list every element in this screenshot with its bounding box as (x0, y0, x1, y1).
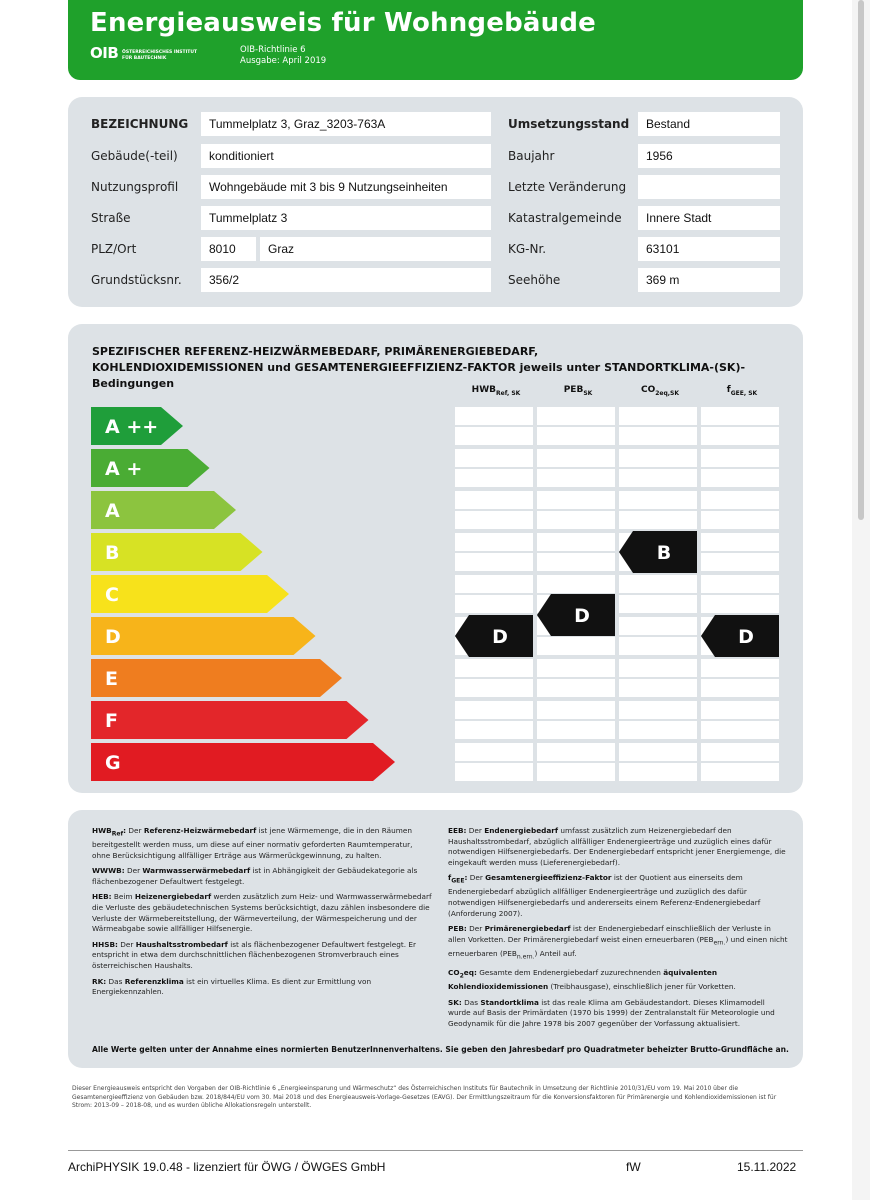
grid-cell (455, 449, 533, 467)
grid-cell (701, 743, 779, 761)
grid-cell (537, 449, 615, 467)
energy-class-label: E (105, 668, 118, 690)
grid-cell (537, 511, 615, 529)
grid-cell (619, 701, 697, 719)
grid-cell (455, 679, 533, 697)
grid-cell (619, 491, 697, 509)
grid-cell (619, 679, 697, 697)
oib-logo-subtitle: ÖSTERREICHISCHES INSTITUT FÜR BAUTECHNIK (122, 50, 198, 61)
explanation-left-4: RK: Das Referenzklima ist ein virtuelles Klima. Es dient zur Ermittlung von Energiekennzahlen. (92, 976, 372, 997)
energy-class-bar-G (91, 743, 395, 781)
grid-cell (619, 743, 697, 761)
grid-cell (537, 575, 615, 593)
grid-cell (455, 721, 533, 739)
grid-cell (455, 743, 533, 761)
grid-cell (701, 511, 779, 529)
explanation-right-1: $f_{GEE}$: Der Gesamtenergieeffizienz-Faktor ist der Quotient aus einerseits dem Endenergiebedarf abzüglich allfälliger Endenergieerträge und zuzüglich des dafür notwendigen Hilfsenergiebedarfs und andererseits einem Referenz-Endenergiebedarf (Anforderung 2007). (448, 873, 761, 918)
grid-cell (455, 427, 533, 445)
explanation-left-2: HEB: Beim Heizenergiebedarf werden zusätzlich zum Heiz- und Warmwasserwärmebedarf die Verluste des gebäudetechnischen Systems berücksichtigt, dazu zählen insbesondere die Verluste der Wärmebereitstellung, der Wärmeverteilung, der Wärmespeicherung und der Wärmeabgabe sowie allfälliger Hilfsenergie. (92, 892, 432, 934)
grid-cell (537, 491, 615, 509)
energy-class-label: F (105, 710, 118, 732)
grid-cell (619, 595, 697, 613)
chart-title-line-1: SPEZIFISCHER REFERENZ-HEIZWÄRMEBEDARF, PRIMÄRENERGIEBEDARF, (92, 345, 539, 358)
field-bezeichnung: Tummelplatz 3, Graz_3203-763A (201, 112, 491, 136)
footer-code: fW (626, 1160, 641, 1174)
grid-cell (701, 679, 779, 697)
grid-cell (537, 533, 615, 551)
grid-cell (455, 553, 533, 571)
grid-cell (701, 469, 779, 487)
rating-marker-label: B (656, 542, 672, 564)
grid-cell (537, 701, 615, 719)
energy-class-label: G (105, 752, 121, 774)
grid-cell (537, 743, 615, 761)
grid-cell (455, 763, 533, 781)
field-katastralgemeinde: Innere Stadt (638, 206, 780, 230)
explanation-left-0: $HWB_{Ref}$: Der Referenz-Heizwärmebedarf ist jene Wärmemenge, die in den Räumen bereitgestellt werden muss, um diese auf einer normativ geforderten Raumtemperatur, ohne Berücksichtigung allfälliger Erträge aus Wärmerückgewinnung, zu halten. (92, 826, 413, 860)
grid-cell (455, 595, 533, 613)
explanations-right-column (448, 826, 788, 1034)
grid-cell (701, 575, 779, 593)
grid-cell (619, 407, 697, 425)
grid-cell (537, 763, 615, 781)
grid-cell (701, 595, 779, 613)
energy-class-label: A + (105, 458, 143, 480)
explanation-right-4: SK: Das Standortklima ist das reale Klima am Gebäudestandort. Dieses Klimamodell wurde auf Basis der Primärdaten (1970 bis 1999) der Zentralanstalt für Meteorologie und Geodynamik für die Jahre 1978 bis 2007 gegenüber der Vorfassung aktualisiert. (448, 997, 775, 1028)
grid-cell (455, 533, 533, 551)
grid-cell (701, 763, 779, 781)
field-ort: Graz (260, 237, 491, 261)
column-header-fgee-name: f (726, 385, 731, 395)
field-seehoehe: 369 m (638, 268, 780, 292)
rating-marker-label: D (574, 605, 590, 627)
grid-cell (701, 407, 779, 425)
field-letzte-veraenderung (638, 175, 780, 199)
label-plz-ort: PLZ/Ort (91, 242, 137, 256)
guideline-name: OIB-Richtlinie 6 (240, 45, 306, 55)
grid-cell (701, 721, 779, 739)
grid-cell (619, 511, 697, 529)
grid-cell (619, 427, 697, 445)
label-katastralgemeinde: Katastralgemeinde (508, 211, 622, 225)
explanation-left-3: HHSB: Der Haushaltsstrombedarf ist als flächenbezogener Defaultwert festgelegt. Er entspricht in etwa dem durchschnittlichen flächenbezogenen Stromverbrauch eines österreichischen Haushalts. (92, 939, 417, 970)
label-grundstuecksnr: Grundstücksnr. (91, 273, 182, 287)
label-nutzungsprofil: Nutzungsprofil (91, 180, 179, 194)
grid-cell (701, 449, 779, 467)
column-header-co2-sub: 2eq,SK (655, 389, 680, 397)
explanation-left-1: WWWB: Der Warmwasserwärmebedarf ist in Abhängigkeit der Gebäudekategorie als flächenbezogener Defaultwert festgelegt. (92, 866, 418, 886)
grid-cell (701, 659, 779, 677)
grid-cell (619, 617, 697, 635)
field-baujahr: 1956 (638, 144, 780, 168)
label-strasse: Straße (91, 211, 131, 225)
field-nutzungsprofil: Wohngebäude mit 3 bis 9 Nutzungseinheiten (201, 175, 491, 199)
column-header-hwb-sub: Ref, SK (496, 389, 521, 397)
identification-panel (68, 97, 803, 307)
footer-divider (68, 1150, 803, 1151)
field-kg-nr: 63101 (638, 237, 780, 261)
explanations-panel (68, 810, 803, 1068)
grid-cell (701, 701, 779, 719)
energy-class-bar-E (91, 659, 342, 697)
column-header-hwb-name: HWB (471, 385, 496, 395)
grid-cell (537, 553, 615, 571)
label-seehoehe: Seehöhe (508, 273, 561, 287)
grid-cell (701, 491, 779, 509)
grid-cell (455, 407, 533, 425)
label-baujahr: Baujahr (508, 149, 555, 163)
field-gebaeudeteil: konditioniert (201, 144, 491, 168)
document-title: Energieausweis für Wohngebäude (90, 8, 596, 38)
grid-cell (701, 553, 779, 571)
explanations-left-column (92, 826, 432, 1003)
label-umsetzungsstand: Umsetzungsstand (508, 117, 630, 131)
label-kg-nr: KG-Nr. (508, 242, 547, 256)
grid-cell (619, 659, 697, 677)
field-umsetzungsstand: Bestand (638, 112, 780, 136)
field-plz: 8010 (201, 237, 256, 261)
explanations-footnote: Alle Werte gelten unter der Annahme eines normierten BenutzerInnenverhaltens. Sie geben den Jahresbedarf pro Quadratmeter beheizter Brutto-Grundfläche an. (92, 1045, 789, 1054)
rating-marker-label: D (492, 626, 508, 648)
legal-fine-print: Dieser Energieausweis entspricht den Vorgaben der OIB-Richtlinie 6 „Energieeinsparung und Wärmeschutz“ des Österreichischen Instituts für Bautechnik in Umsetzung der Richtlinie 2010/31/EU vom 19. Mai 2010 über die Gesamtenergieeffizienz von Gebäuden bzw. 2018/844/EU vom 30. Mai 2018 und des Energieausweis-Vorlage-Gesetzes (EAVG). Der Ermittlungszeitraum für die Konversionsfaktoren für Primärenergie und Kohlendioxidemissionen ist für Strom: 2013-09 – 2018-08, und es wurden übliche Allokationsregeln unterstellt. (72, 1085, 777, 1109)
footer-software: ArchiPHYSIK 19.0.48 - lizenziert für ÖWG / ÖWGES GmbH (68, 1160, 386, 1174)
explanation-right-2: PEB: Der Primärenergiebedarf ist der Endenergiebedarf einschließlich der Verluste in allen Vorketten. Der Primärenergiebedarf weist einen erneuerbaren $(PEB_{ern.})$ und einen nicht erneuerbaren $(PEB_{n.ern.})$ Anteil auf. (448, 924, 788, 961)
grid-cell (455, 469, 533, 487)
energy-class-panel (68, 324, 803, 793)
column-header-peb-name: PEB (563, 385, 584, 395)
explanation-right-0: EEB: Der Endenergiebedarf umfasst zusätzlich zum Heizenergiebedarf den Haushaltsstrombedarf, abzüglich allfälliger Endenergieerträge und zuzüglich eines dafür notwendigen Hilfsenergiebedarfs. Der Endenergiebedarf entspricht jener Energiemenge, die eingekauft werden muss (Lieferenergiebedarf). (448, 826, 786, 867)
label-letzte-veraenderung: Letzte Veränderung (508, 180, 627, 194)
grid-cell (619, 469, 697, 487)
column-header-peb-sub: SK (583, 389, 593, 397)
guideline-info (240, 45, 326, 67)
grid-cell (537, 427, 615, 445)
energy-class-label: A (105, 500, 120, 522)
column-header-co2-name: CO (640, 385, 656, 395)
grid-cell (455, 575, 533, 593)
grid-cell (619, 763, 697, 781)
energy-class-bar-C (91, 575, 289, 613)
energy-class-label: D (105, 626, 121, 648)
explanation-right-3: $CO_2eq$: Gesamte dem Endenergiebedarf zuzurechnenden äquivalenten Kohlendioxidemissionen (Treibhausgase), einschließlich jener für Vorketten. (448, 967, 736, 991)
guideline-edition: Ausgabe: April 2019 (240, 56, 327, 66)
grid-cell (619, 449, 697, 467)
column-header-fgee-sub: GEE, SK (730, 389, 758, 397)
grid-cell (455, 511, 533, 529)
grid-cell (537, 637, 615, 655)
grid-cell (537, 407, 615, 425)
grid-cell (537, 721, 615, 739)
energy-class-bar-F (91, 701, 369, 739)
grid-cell (537, 679, 615, 697)
energy-class-bar-D (91, 617, 316, 655)
grid-cell (619, 575, 697, 593)
scrollbar-thumb[interactable] (858, 0, 864, 520)
grid-cell (455, 659, 533, 677)
header-banner (68, 0, 803, 80)
scrollbar-track[interactable] (852, 0, 870, 1200)
label-bezeichnung: BEZEICHNUNG (91, 117, 189, 131)
grid-cell (455, 701, 533, 719)
field-grundstuecksnr: 356/2 (201, 268, 491, 292)
label-gebaeudeteil: Gebäude(-teil) (91, 149, 178, 163)
grid-cell (619, 637, 697, 655)
grid-cell (701, 427, 779, 445)
energy-class-label: C (105, 584, 119, 606)
grid-cell (537, 659, 615, 677)
footer-date: 15.11.2022 (737, 1160, 797, 1174)
energy-class-chart (68, 324, 803, 793)
grid-cell (455, 491, 533, 509)
rating-marker-label: D (738, 626, 754, 648)
chart-title-line-2: KOHLENDIOXIDEMISSIONEN und GESAMTENERGIEEFFIZIENZ-FAKTOR jeweils unter STANDORTKLIMA-(SK)-Bedingungen (92, 361, 746, 390)
energy-class-label: B (105, 542, 120, 564)
grid-cell (701, 533, 779, 551)
grid-cell (619, 721, 697, 739)
energy-class-label: A ++ (105, 416, 159, 438)
grid-cell (537, 469, 615, 487)
oib-logo: OIB (90, 44, 119, 62)
field-strasse: Tummelplatz 3 (201, 206, 491, 230)
